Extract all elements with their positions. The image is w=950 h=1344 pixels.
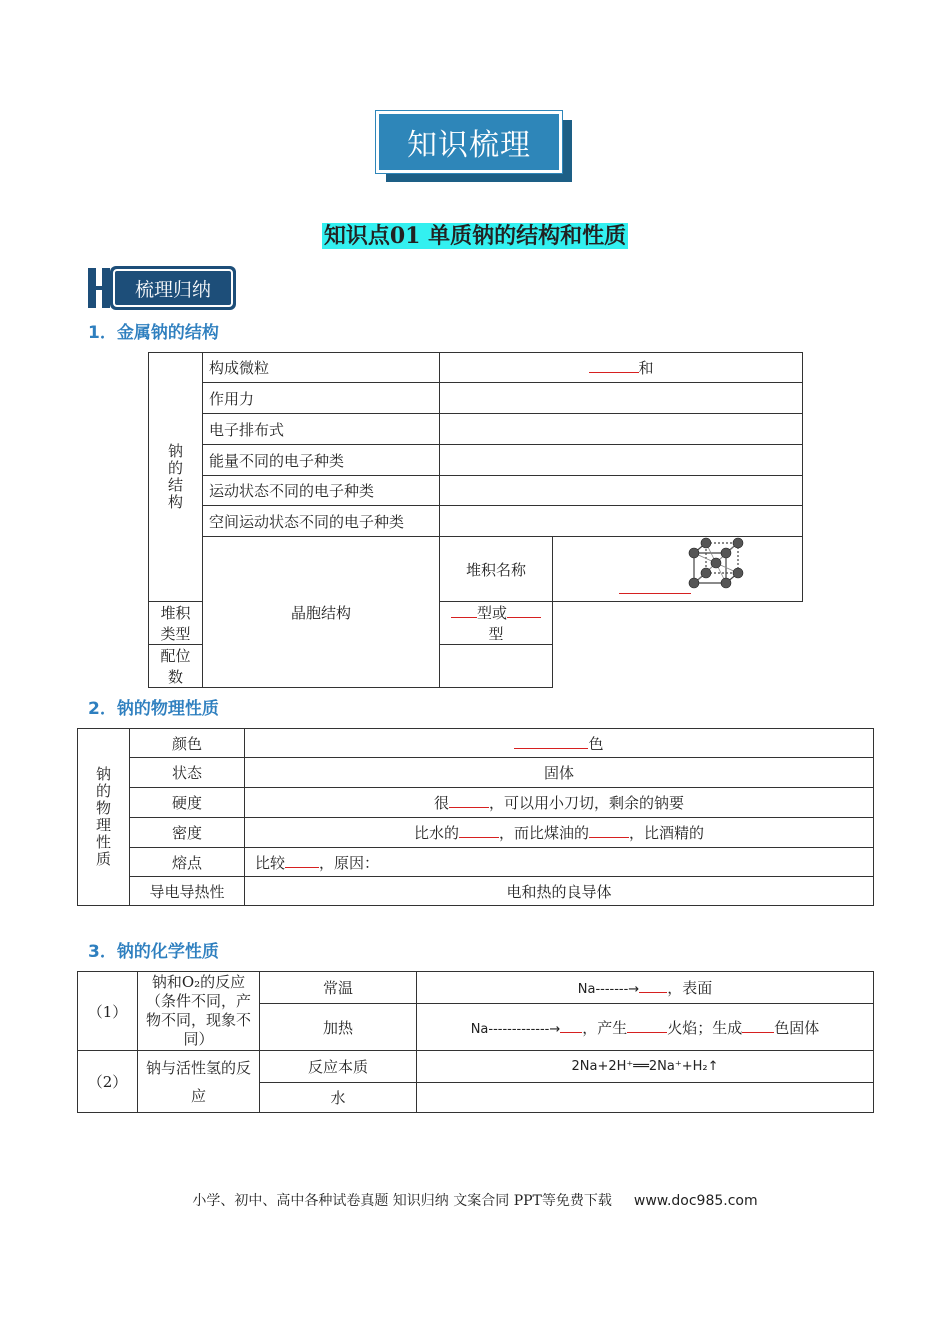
- stacking-type-value: [440, 602, 553, 645]
- fill-blank: [742, 1018, 774, 1033]
- row-label: 作用力: [203, 383, 440, 414]
- structure-table: [148, 352, 803, 688]
- condition-value: [417, 972, 874, 1004]
- table-row: [78, 877, 874, 906]
- row-value: [440, 414, 803, 445]
- row-label: 电子排布式: [203, 414, 440, 445]
- row-label: 状态: [130, 758, 245, 788]
- row-value: [245, 818, 874, 848]
- footer-text: 小学、初中、高中各种试卷真题 知识归纳 文案合同 PPT等免费下载: [192, 1193, 612, 1209]
- value-text: 型或: [476, 604, 507, 622]
- row-label: 运动状态不同的电子种类: [203, 476, 440, 506]
- value-text: ，可以用小刀切，剩余的钠要: [489, 794, 685, 812]
- value-text: ，表面: [667, 979, 713, 997]
- table-row: [78, 758, 874, 788]
- fill-blank: [619, 579, 691, 594]
- fill-blank: [459, 823, 499, 838]
- reaction-number: （1）: [78, 972, 138, 1051]
- section-heading-structure: 1．金属钠的结构: [88, 323, 219, 343]
- coordination-value: [440, 645, 553, 688]
- table-row: [149, 445, 803, 476]
- reaction-equation: 2Na+2H⁺══2Na⁺+H₂↑: [417, 1051, 874, 1083]
- formula-text: Na-------→: [577, 982, 640, 997]
- tag-bar: [88, 268, 96, 308]
- fill-blank: [449, 793, 489, 808]
- value-text: ，而比煤油的: [498, 824, 589, 842]
- row-label: 熔点: [130, 848, 245, 877]
- summary-tag: [88, 266, 238, 312]
- side-label-text: 钠的结构: [167, 442, 183, 511]
- fill-blank: [285, 853, 319, 868]
- fill-blank: [627, 1018, 667, 1033]
- table-row: [149, 476, 803, 506]
- fill-blank: [589, 358, 639, 373]
- chemical-table: [77, 971, 874, 1113]
- knowledge-point-title: [0, 219, 950, 250]
- table-row: [78, 848, 874, 877]
- section-heading-chemical: 3．钠的化学性质: [88, 942, 219, 962]
- value-text: 色固体: [774, 1018, 820, 1037]
- table-row: [78, 788, 874, 818]
- condition-value: [417, 1004, 874, 1051]
- value-text: 型: [488, 625, 504, 643]
- condition-label: 反应本质: [260, 1051, 417, 1083]
- value-text: ，比酒精的: [629, 824, 705, 842]
- stacking-type-label: 堆积类型: [149, 602, 203, 645]
- row-label: 硬度: [130, 788, 245, 818]
- side-label-text: 钠的物理性质: [95, 765, 111, 868]
- table-row: [149, 537, 803, 602]
- table-row: [149, 353, 803, 383]
- footer-url[interactable]: www.doc985.com: [633, 1193, 758, 1209]
- row-value: [440, 353, 803, 383]
- row-value: [440, 506, 803, 537]
- condition-label: 加热: [260, 1004, 417, 1051]
- value-text: 色: [588, 734, 604, 753]
- tag-box: [110, 266, 236, 310]
- row-label: 密度: [130, 818, 245, 848]
- page-footer: [0, 1190, 950, 1210]
- table-row: [149, 383, 803, 414]
- fill-blank: [514, 734, 588, 749]
- tag-label: 梳理归纳: [113, 269, 233, 307]
- value-text: ，产生: [582, 1018, 628, 1037]
- value-text: 比较: [255, 853, 286, 872]
- cell-structure-label: 晶胞结构: [203, 537, 440, 688]
- row-label: 导电导热性: [130, 877, 245, 906]
- row-label: 颜色: [130, 729, 245, 758]
- section-heading-physical: 2．钠的物理性质: [88, 699, 219, 719]
- table-row: [78, 729, 874, 758]
- value-text: 火焰；生成: [667, 1018, 743, 1037]
- formula-text: Na-------------→: [470, 1021, 561, 1037]
- row-label: 能量不同的电子种类: [203, 445, 440, 476]
- table-row: [78, 1051, 874, 1083]
- section-banner: 知识梳理: [376, 111, 562, 173]
- condition-label: 水: [260, 1083, 417, 1113]
- table-row: [149, 414, 803, 445]
- reaction-description: 钠和O₂的反应（条件不同，产物不同，现象不同）: [138, 972, 260, 1051]
- value-text: 很: [433, 794, 449, 812]
- table-row: [78, 818, 874, 848]
- knowledge-point-title-text: 知识点01 单质钠的结构和性质: [323, 223, 627, 249]
- reaction-number: （2）: [78, 1051, 138, 1113]
- value-text: 比水的: [413, 824, 459, 842]
- row-value: [245, 848, 874, 877]
- row-value: 固体: [245, 758, 874, 788]
- table-row: [149, 506, 803, 537]
- bcc-crystal-icon: [686, 537, 746, 595]
- stacking-name-value: [553, 537, 803, 602]
- fill-blank: [589, 823, 629, 838]
- tag-bar: [102, 268, 110, 308]
- row-value: [440, 476, 803, 506]
- row-value: [245, 729, 874, 758]
- row-value: [440, 383, 803, 414]
- table-row: [78, 972, 874, 1004]
- value-text: 和: [638, 359, 654, 377]
- row-value: [440, 445, 803, 476]
- condition-label: 常温: [260, 972, 417, 1004]
- condition-value: [417, 1083, 874, 1113]
- row-label: 构成微粒: [203, 353, 440, 383]
- fill-blank: [507, 603, 541, 618]
- row-value: [245, 788, 874, 818]
- coordination-label: 配位数: [149, 645, 203, 688]
- side-label: [149, 353, 203, 602]
- side-label: [78, 729, 130, 906]
- stacking-name-label: 堆积名称: [440, 537, 553, 602]
- fill-blank: [639, 978, 667, 993]
- reaction-description: 钠与活性氢的反应: [138, 1051, 260, 1113]
- fill-blank: [451, 603, 477, 618]
- value-text: ，原因：: [319, 853, 380, 872]
- fill-blank: [560, 1018, 582, 1033]
- row-value: 电和热的良导体: [245, 877, 874, 906]
- row-label: 空间运动状态不同的电子种类: [203, 506, 440, 537]
- physical-table: [77, 728, 874, 906]
